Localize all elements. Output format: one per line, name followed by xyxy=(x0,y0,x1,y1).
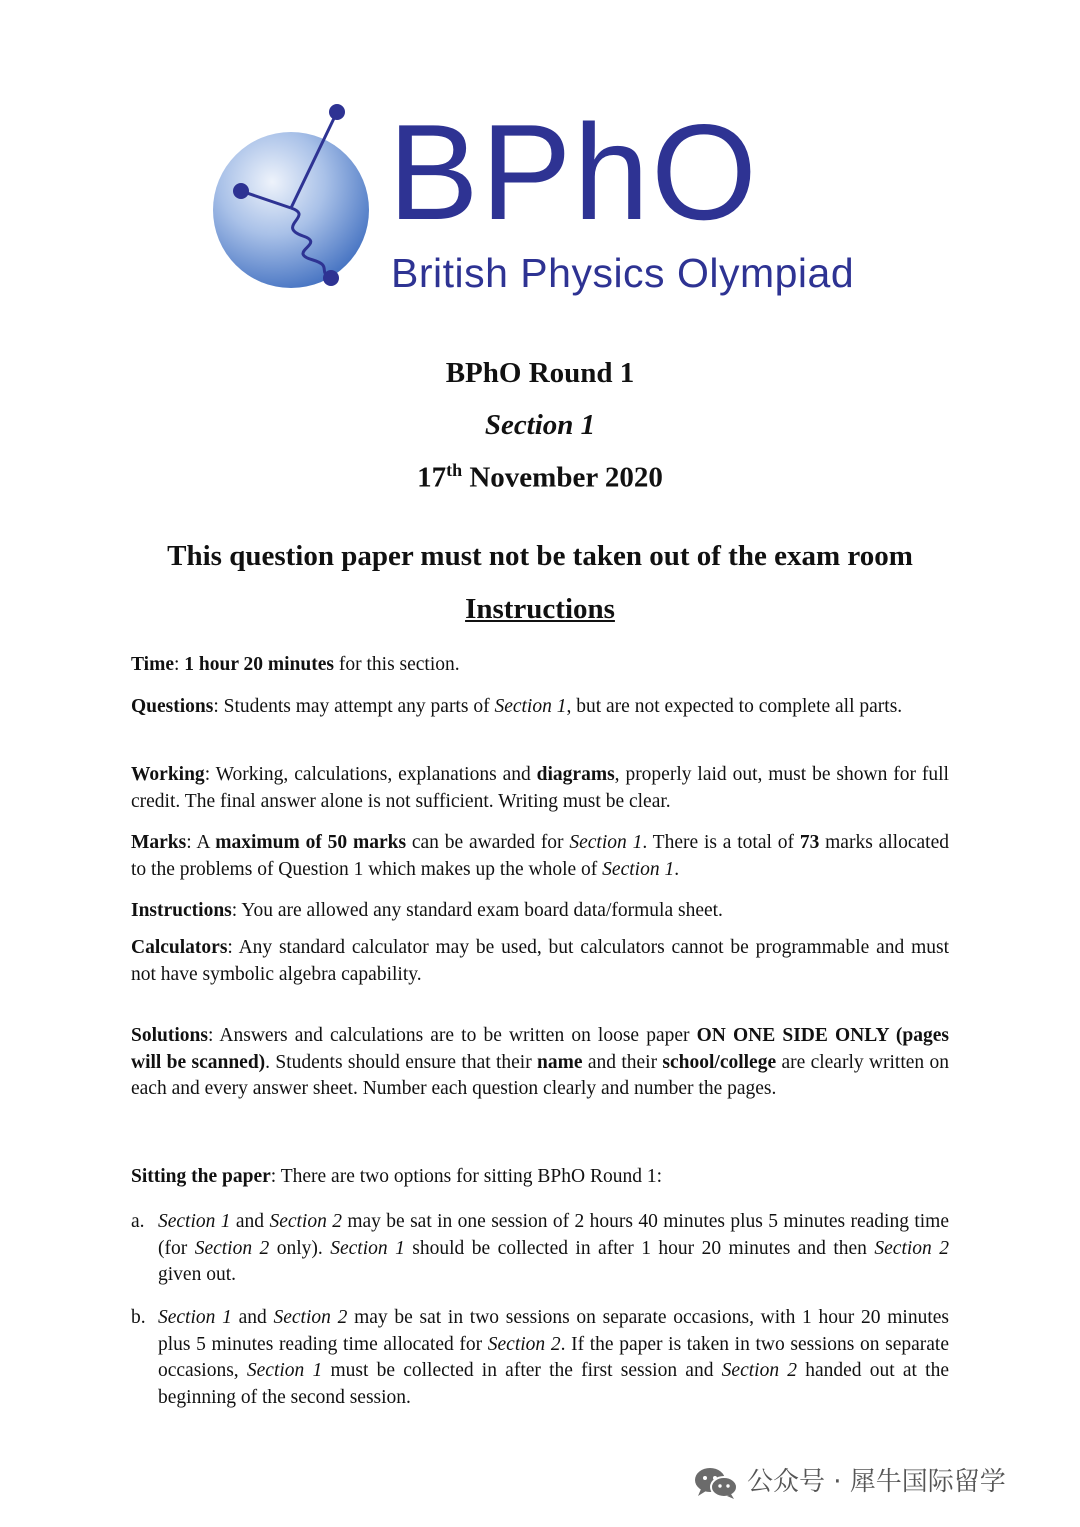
option-marker: a. xyxy=(131,1211,145,1232)
marks-bold1: maximum of 50 marks xyxy=(215,832,407,853)
bpho-logo xyxy=(205,98,885,308)
marks-text2: can be awarded for xyxy=(406,832,570,853)
option-segment: given out. xyxy=(158,1264,236,1285)
instructions-paragraph xyxy=(131,898,949,925)
time-value: 1 hour 20 minutes xyxy=(184,654,334,675)
option-segment: . If the paper is taken in two sessions on separate occasions, xyxy=(158,1333,949,1381)
logo-abbrev: BPhO xyxy=(388,96,759,248)
option-segment: only). xyxy=(269,1237,331,1259)
questions-section: Section 1 xyxy=(494,696,567,717)
time-label: Time xyxy=(131,654,174,675)
working-bold: diagrams xyxy=(536,764,615,785)
option-segment: handed out at the beginning of the second session. xyxy=(158,1360,949,1408)
marks-label: Marks xyxy=(131,832,187,853)
date-suffix: th xyxy=(446,460,463,480)
questions-text1: : Students may attempt any parts of xyxy=(213,696,495,717)
logo-name: British Physics Olympiad xyxy=(391,250,855,296)
working-text1: : Working, calculations, explanations and xyxy=(204,764,537,785)
marks-text5: . xyxy=(674,858,680,880)
option-section: Section 2 xyxy=(269,1211,342,1232)
option-segment: and xyxy=(230,1211,270,1232)
marks-section2: Section 1 xyxy=(602,858,675,880)
exam-room-warning: This question paper must not be taken out of the exam room xyxy=(167,540,913,572)
date-rest: November 2020 xyxy=(462,461,663,494)
wechat-icon xyxy=(693,1465,739,1501)
option-section: Section 1 xyxy=(246,1360,323,1381)
round-title: BPhO Round 1 xyxy=(445,357,635,389)
option-section: Section 1 xyxy=(158,1307,232,1328)
marks-text4: marks allocated to the problems of Question 1 which makes up the whole of xyxy=(131,832,949,880)
solutions-text2: . Students should ensure that their xyxy=(265,1051,538,1073)
option-section: Section 1 xyxy=(330,1237,405,1259)
calculators-label: Calculators xyxy=(131,937,228,958)
time-rest: for this section. xyxy=(334,654,460,675)
wechat-watermark xyxy=(693,1463,1053,1503)
solutions-bold1: ON ONE SIDE ONLY (pages will be scanned) xyxy=(131,1025,950,1073)
instructions-label: Instructions xyxy=(131,900,232,921)
marks-paragraph xyxy=(131,830,949,883)
solutions-paragraph xyxy=(131,1023,949,1103)
exam-date xyxy=(0,460,1080,495)
marks-section1: Section 1 xyxy=(569,832,643,853)
solutions-label: Solutions xyxy=(131,1025,208,1046)
option-segment: may be sat in two sessions on separate occasions, with 1 hour 20 minutes plus 5 minutes reading time allocated for xyxy=(158,1307,949,1355)
marks-bold2: 73 xyxy=(799,832,820,853)
option-section: Section 2 xyxy=(721,1360,798,1381)
option-section: Section 2 xyxy=(273,1307,348,1328)
questions-paragraph xyxy=(131,694,949,721)
physics-sphere-icon xyxy=(205,98,385,308)
option-text xyxy=(158,1209,949,1289)
sitting-text: : There are two options for sitting BPhO Round 1: xyxy=(270,1166,663,1187)
option-text xyxy=(158,1305,949,1411)
marks-text3: . There is a total of xyxy=(642,832,800,853)
option-segment: should be collected in after 1 hour 20 minutes and then xyxy=(404,1237,875,1259)
option-segment: may be sat in one session of 2 hours 40 minutes plus 5 minutes reading time (for xyxy=(158,1211,950,1259)
option-section: Section 2 xyxy=(487,1333,561,1355)
option-segment: must be collected in after the first session and xyxy=(322,1360,722,1381)
instructions-heading: Instructions xyxy=(465,593,615,625)
section-title: Section 1 xyxy=(484,409,596,441)
marks-text1: : A xyxy=(186,832,216,853)
solutions-bold2: name xyxy=(537,1051,583,1073)
working-text2: , properly laid out, must be shown for full credit. The final answer alone is not sufficient. Writing must be clear. xyxy=(131,764,949,812)
instructions-text: : You are allowed any standard exam board data/formula sheet. xyxy=(231,900,723,921)
watermark-text: 公众号 · 犀牛国际留学 xyxy=(747,1467,1006,1497)
solutions-text3: and their xyxy=(582,1051,663,1073)
sitting-paragraph xyxy=(131,1164,949,1191)
option-section: Section 1 xyxy=(158,1211,231,1232)
questions-label: Questions xyxy=(131,696,214,717)
solutions-bold3: school/college xyxy=(662,1051,777,1073)
option-section: Section 2 xyxy=(194,1237,270,1259)
working-paragraph xyxy=(131,762,949,815)
calculators-paragraph xyxy=(131,935,949,988)
calculators-text: : Any standard calculator may be used, but calculators cannot be programmable and must not have symbolic algebra capability. xyxy=(131,937,949,985)
date-day: 17 xyxy=(417,461,447,494)
solutions-text1: : Answers and calculations are to be written on loose paper xyxy=(207,1025,697,1046)
time-paragraph: Time: 1 hour 20 minutes for this section. xyxy=(131,654,460,675)
option-segment: and xyxy=(231,1307,274,1328)
questions-text2: , but are not expected to complete all parts. xyxy=(566,696,903,717)
option-marker: b. xyxy=(131,1307,146,1328)
solutions-text4: are clearly written on each and every answer sheet. Number each question clearly and number the pages. xyxy=(131,1051,949,1099)
working-label: Working xyxy=(131,764,205,785)
sitting-label: Sitting the paper xyxy=(131,1166,271,1187)
option-section: Section 2 xyxy=(874,1237,949,1259)
